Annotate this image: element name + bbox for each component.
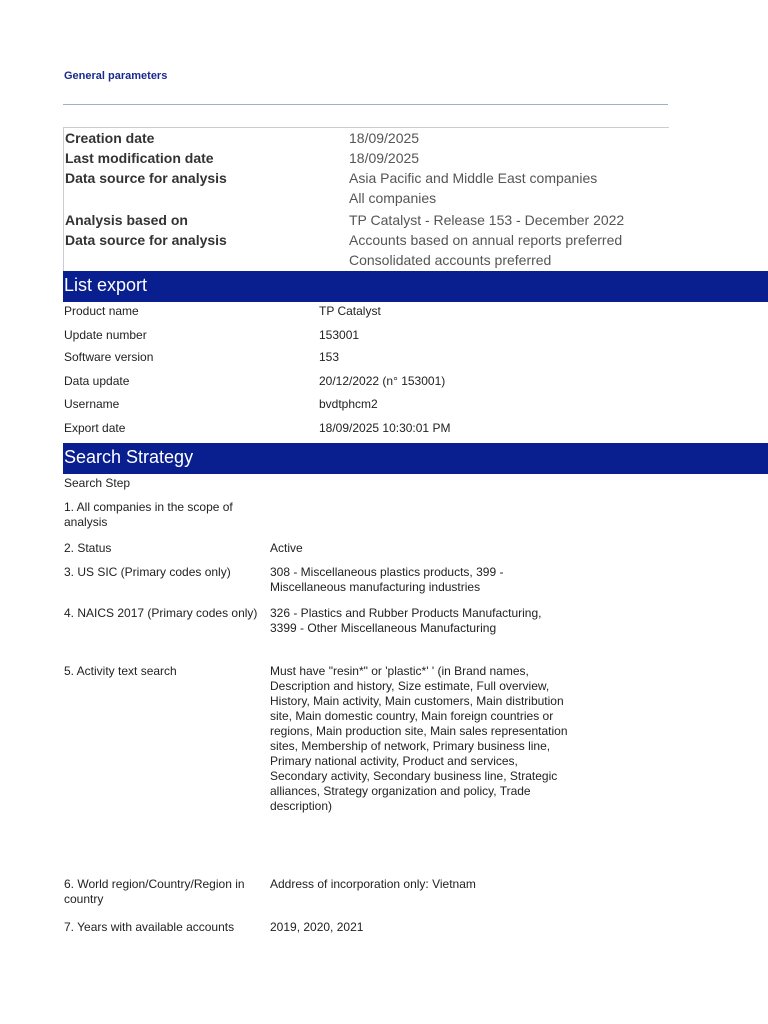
- step-label: 2. Status: [64, 541, 112, 555]
- export-value: TP Catalyst: [319, 304, 381, 318]
- param-value: 18/09/2025: [349, 130, 420, 146]
- search-step-header: Search Step: [64, 476, 131, 490]
- param-value: 18/09/2025: [349, 150, 420, 166]
- export-value: 153001: [319, 328, 360, 342]
- export-label: Username: [64, 397, 120, 411]
- param-label: Creation date: [65, 130, 155, 146]
- param-value: All companies: [349, 190, 437, 206]
- general-parameters-table: [63, 127, 669, 272]
- step-value: Must have "resin*" or 'plastic*' ' (in Brand names, Description and history, Size estimate, Full overview, History, Main activity, Main customers, Main distribution site, Main domestic country, Main foreign countries or regions, Main production site, Main sales representation sites, Membership of network, Primary business line, Primary national activity, Product and services, Secondary activity, Secondary business line, Strategic alliances, Strategy organization and policy, Trade description): [270, 664, 568, 813]
- param-label: Data source for analysis: [65, 170, 227, 186]
- step-label: 1. All companies in the scope of analysis: [64, 500, 233, 529]
- param-label: Analysis based on: [65, 212, 188, 228]
- export-value: bvdtphcm2: [319, 397, 378, 411]
- step-label: 3. US SIC (Primary codes only): [64, 565, 231, 579]
- param-label: Last modification date: [65, 150, 214, 166]
- search-strategy-header: Search Strategy: [63, 443, 768, 474]
- step-label: 5. Activity text search: [64, 664, 177, 678]
- export-label: Data update: [64, 374, 130, 388]
- param-value: Accounts based on annual reports preferred: [349, 232, 623, 248]
- step-value: 308 - Miscellaneous plastics products, 399 - Miscellaneous manufacturing industries: [270, 565, 504, 594]
- step-label: 4. NAICS 2017 (Primary codes only): [64, 606, 258, 620]
- export-label: Update number: [64, 328, 147, 342]
- general-parameters-title: General parameters: [64, 70, 168, 82]
- param-value: Consolidated accounts preferred: [349, 252, 552, 268]
- step-label: 6. World region/Country/Region in country: [64, 877, 245, 906]
- export-value: 18/09/2025 10:30:01 PM: [319, 421, 451, 435]
- export-label: Product name: [64, 304, 139, 318]
- param-value: TP Catalyst - Release 153 - December 2022: [349, 212, 625, 228]
- export-value: 20/12/2022 (n° 153001): [319, 374, 446, 388]
- step-value: Address of incorporation only: Vietnam: [270, 877, 476, 891]
- step-value: 326 - Plastics and Rubber Products Manufacturing, 3399 - Other Miscellaneous Manufacturing: [270, 606, 542, 635]
- list-export-header: List export: [63, 271, 768, 302]
- export-label: Export date: [64, 421, 126, 435]
- export-value: 153: [319, 350, 340, 364]
- step-label: 7. Years with available accounts: [64, 920, 235, 934]
- param-value: Asia Pacific and Middle East companies: [349, 170, 598, 186]
- step-value: Active: [270, 541, 303, 555]
- export-label: Software version: [64, 350, 154, 364]
- param-label: Data source for analysis: [65, 232, 227, 248]
- section-divider: [63, 104, 668, 105]
- step-value: 2019, 2020, 2021: [270, 920, 364, 934]
